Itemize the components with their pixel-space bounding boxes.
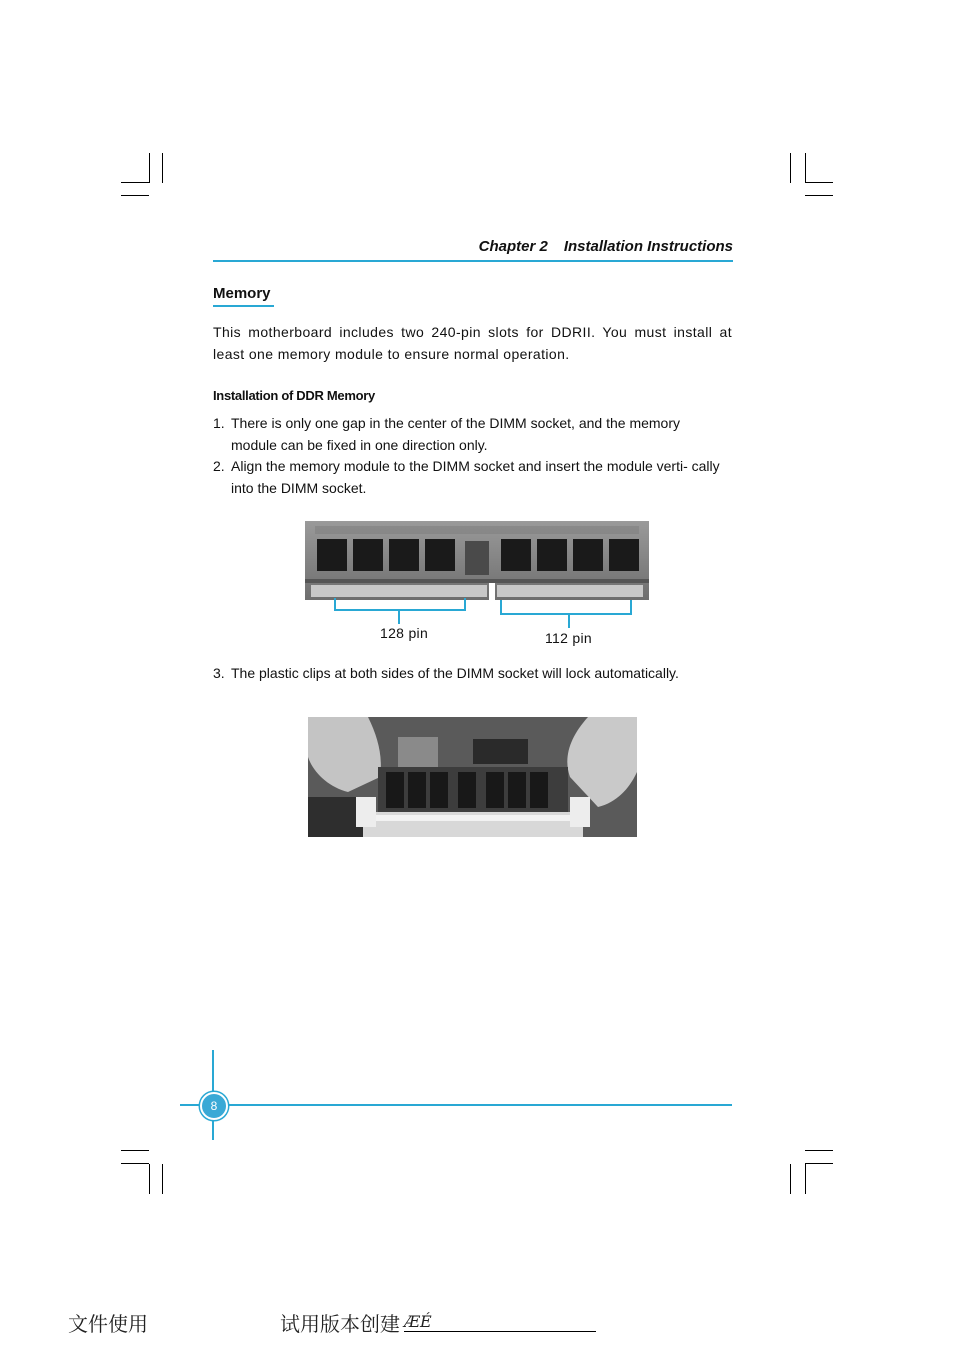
- section-title-underline: [213, 305, 274, 307]
- step-number: 3.: [213, 665, 225, 681]
- step-number: 2.: [213, 458, 225, 474]
- chapter-header: [213, 238, 733, 255]
- step-text: There is only one gap in the center of the DIMM socket, and the memory module can be fixed in one direction only.: [231, 415, 680, 453]
- step-2: [213, 455, 723, 499]
- section-title: Memory: [213, 285, 271, 302]
- page-number: 8: [200, 1092, 228, 1120]
- step-1: [213, 412, 723, 456]
- footer-horizontal-rule: [180, 1104, 732, 1106]
- step-text: Align the memory module to the DIMM socket and insert the module verti- cally into the DIMM socket.: [231, 458, 720, 496]
- pin-label-128: 128 pin: [380, 625, 429, 641]
- chapter-label: Chapter 2: [478, 238, 548, 255]
- watermark-tail: ÆÉ: [404, 1312, 432, 1331]
- step-3: [213, 662, 723, 684]
- header-rule: [213, 260, 733, 262]
- memory-module-photo: [305, 521, 649, 600]
- watermark-underline: [404, 1331, 596, 1332]
- chapter-title: Installation Instructions: [563, 238, 733, 255]
- pin-label-112: 112 pin: [545, 630, 592, 646]
- step-number: 1.: [213, 415, 225, 431]
- installation-heading: Installation of DDR Memory: [213, 388, 375, 403]
- watermark-right: 试用版本创建: [280, 1312, 400, 1336]
- step-text: The plastic clips at both sides of the DIMM socket will lock automatically.: [231, 665, 679, 681]
- watermark-left: 文件使用: [68, 1312, 148, 1336]
- intro-paragraph: This motherboard includes two 240-pin slots for DDRII. You must install at least one memory module to ensure normal operation.: [213, 324, 732, 362]
- module-installation-photo: [308, 717, 637, 837]
